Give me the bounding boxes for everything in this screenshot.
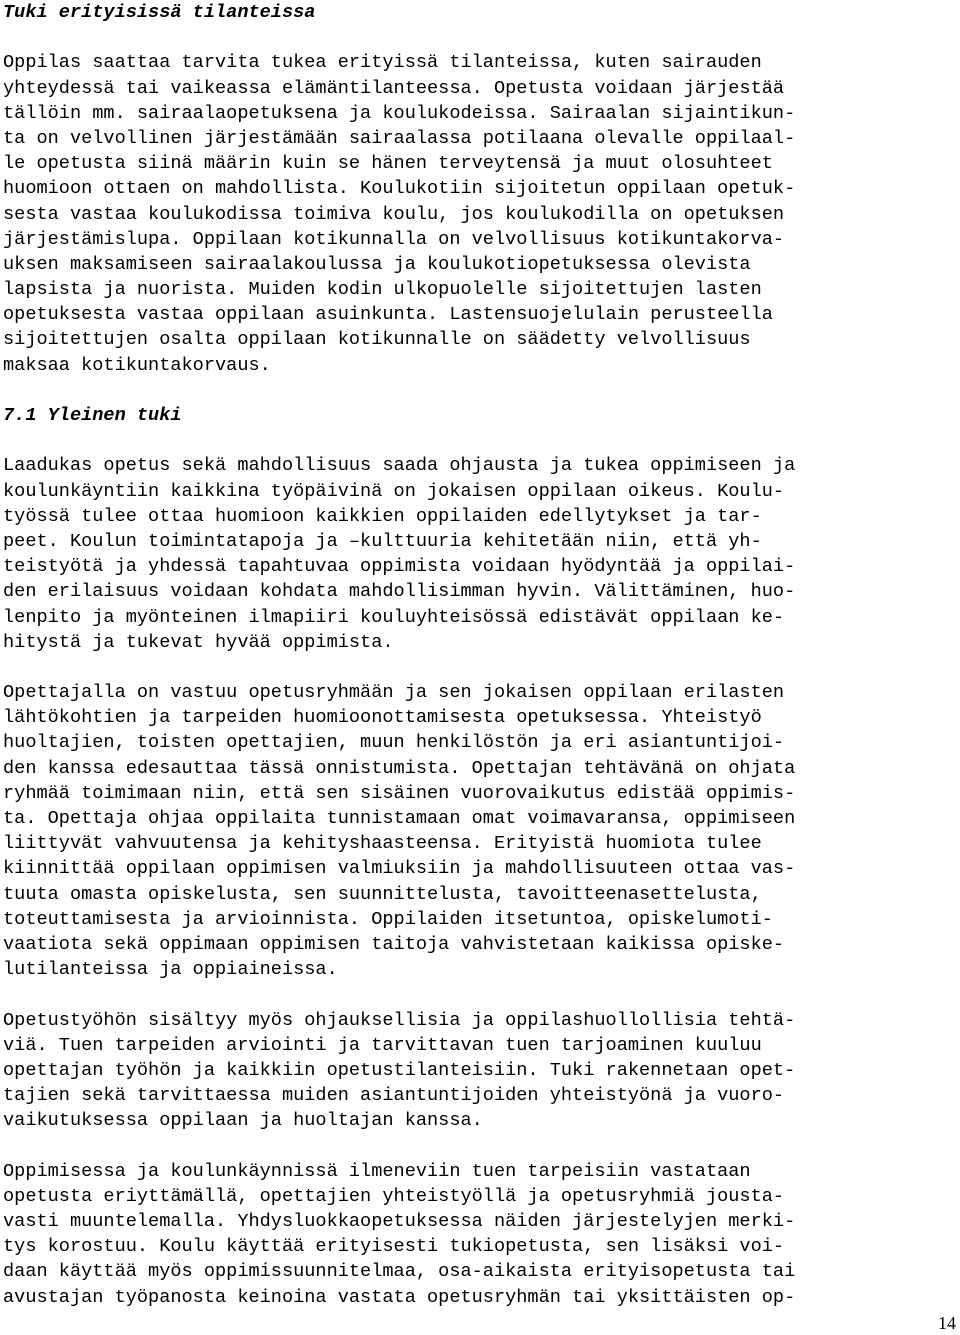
- paragraph-line: työssä tulee ottaa huomioon kaikkien oppilaiden edellytykset ja tar-: [3, 505, 762, 527]
- paragraph-line: järjestämislupa. Oppilaan kotikunnalla on velvollisuus kotikuntakorva-: [3, 228, 785, 250]
- paragraph-line: yhteydessä tai vaikeassa elämäntilanteessa. Opetusta voidaan järjestää: [3, 77, 785, 99]
- paragraph-line: sijoitettujen osalta oppilaan kotikunnalle on säädetty velvollisuus: [3, 329, 751, 351]
- paragraph-line: opetuksesta vastaa oppilaan asuinkunta. Lastensuojelulain perusteella: [3, 304, 773, 326]
- paragraph-line: huoltajien, toisten opettajien, muun henkilöstön ja eri asiantuntijoi-: [3, 732, 785, 754]
- paragraph-gap: [3, 1133, 955, 1158]
- paragraph-2: [3, 680, 955, 982]
- paragraph-line: teistyötä ja yhdessä tapahtuvaa oppimista voidaan hyödyntää ja oppilai-: [3, 556, 796, 578]
- paragraph-line: sesta vastaa koulukodissa toimiva koulu, jos koulukodilla on opetuksen: [3, 203, 785, 225]
- paragraph-line: maksaa kotikuntakorvaus.: [3, 354, 271, 376]
- section-heading: Tuki erityisissä tilanteissa: [3, 2, 316, 23]
- paragraph-line: lapsista ja nuorista. Muiden kodin ulkopuolelle sijoitettujen lasten: [3, 279, 762, 301]
- paragraph-line: toteuttamisesta ja arvioinnista. Oppilaiden itsetuntoa, opiskelumoti-: [3, 908, 773, 930]
- paragraph-line: opettajan työhön ja kaikkiin opetustilanteisiin. Tuki rakennetaan opet-: [3, 1059, 796, 1081]
- paragraph-gap: [3, 982, 955, 1007]
- paragraph-line: daan käyttää myös oppimissuunnitelmaa, osa-aikaista erityisopetusta tai: [3, 1261, 796, 1283]
- paragraph-line: tys korostuu. Koulu käyttää erityisesti tukiopetusta, sen lisäksi voi-: [3, 1236, 785, 1258]
- document-page: [3, 0, 955, 1310]
- paragraph-line: vaatiota sekä oppimaan oppimisen taitoja vahvistetaan kaikissa opiske-: [3, 933, 785, 955]
- paragraph-line: le opetusta siinä määrin kuin se hänen terveytensä ja muut olosuhteet: [3, 153, 773, 175]
- paragraph-line: ta on velvollinen järjestämään sairaalassa potilaana olevalle oppilaal-: [3, 127, 796, 149]
- paragraph-line: vasti muuntelemalla. Yhdysluokkaopetuksessa näiden järjestelyjen merki-: [3, 1211, 796, 1232]
- section-paragraph: [3, 50, 955, 377]
- paragraph-line: opetusta eriyttämällä, opettajien yhteistyöllä ja opetusryhmiä jousta-: [3, 1185, 785, 1207]
- paragraph-gap: [3, 428, 955, 453]
- paragraph-line: ryhmää toimimaan niin, että sen sisäinen vuorovaikutus edistää oppimis-: [3, 782, 796, 804]
- subsection-heading: 7.1 Yleinen tuki: [3, 405, 182, 426]
- paragraph-line: avustajan työpanosta keinoina vastata opetusryhmän tai yksittäisten op-: [3, 1286, 796, 1308]
- paragraph-gap: [3, 655, 955, 680]
- paragraph-line: Opettajalla on vastuu opetusryhmään ja sen jokaisen oppilaan erilasten: [3, 682, 785, 704]
- paragraph-line: hitystä ja tukevat hyvää oppimista.: [3, 631, 394, 653]
- paragraph-gap: [3, 378, 955, 403]
- paragraph-line: koulunkäyntiin kaikkina työpäivinä on jokaisen oppilaan oikeus. Koulu-: [3, 480, 785, 502]
- paragraph-line: Opetustyöhön sisältyy myös ohjauksellisia ja oppilashuollollisia tehtä-: [3, 1009, 796, 1031]
- paragraph-line: viä. Tuen tarpeiden arviointi ja tarvittavan tuen tarjoaminen kuuluu: [3, 1034, 762, 1056]
- paragraph-line: uksen maksamiseen sairaalakoulussa ja koulukotiopetuksessa olevista: [3, 253, 751, 275]
- paragraph-line: ta. Opettaja ohjaa oppilaita tunnistamaan omat voimavaransa, oppimiseen: [3, 808, 796, 829]
- paragraph-1: [3, 453, 955, 655]
- paragraph-line: tuuta omasta opiskelusta, sen suunnittelusta, tavoitteenasettelusta,: [3, 883, 762, 905]
- paragraph-line: kiinnittää oppilaan oppimisen valmiuksiin ja mahdollisuuteen ottaa vas-: [3, 858, 796, 880]
- paragraph-line: tajien sekä tarvittaessa muiden asiantuntijoiden yhteistyönä ja vuoro-: [3, 1085, 785, 1107]
- paragraph-line: huomioon ottaen on mahdollista. Koulukotiin sijoitetun oppilaan opetuk-: [3, 178, 796, 200]
- page-number: 14: [938, 1313, 956, 1333]
- paragraph-line: Oppilas saattaa tarvita tukea erityissä tilanteissa, kuten sairauden: [3, 52, 762, 74]
- paragraph-3: [3, 1008, 955, 1134]
- paragraph-4: [3, 1159, 955, 1310]
- paragraph-line: Laadukas opetus sekä mahdollisuus saada ohjausta ja tukea oppimiseen ja: [3, 455, 796, 477]
- paragraph-line: tällöin mm. sairaalaopetuksena ja koulukodeissa. Sairaalan sijaintikun-: [3, 102, 796, 124]
- paragraph-line: peet. Koulun toimintatapoja ja –kulttuuria kehitetään niin, että yh-: [3, 530, 762, 552]
- paragraph-line: den kanssa edesauttaa tässä onnistumista. Opettajan tehtävänä on ohjata: [3, 757, 796, 779]
- paragraph-line: vaikutuksessa oppilaan ja huoltajan kanssa.: [3, 1110, 483, 1132]
- paragraph-line: den erilaisuus voidaan kohdata mahdollisimman hyvin. Välittäminen, huo-: [3, 581, 796, 603]
- paragraph-gap: [3, 25, 955, 50]
- paragraph-line: lenpito ja myönteinen ilmapiiri kouluyhteisössä edistävät oppilaan ke-: [3, 606, 785, 628]
- paragraph-line: lutilanteissa ja oppiaineissa.: [3, 959, 338, 981]
- paragraph-line: Oppimisessa ja koulunkäynnissä ilmeneviin tuen tarpeisiin vastataan: [3, 1160, 751, 1182]
- paragraph-line: lähtökohtien ja tarpeiden huomioonottamisesta opetuksessa. Yhteistyö: [3, 707, 762, 729]
- paragraph-line: liittyvät vahvuutensa ja kehityshaasteensa. Erityistä huomiota tulee: [3, 833, 762, 855]
